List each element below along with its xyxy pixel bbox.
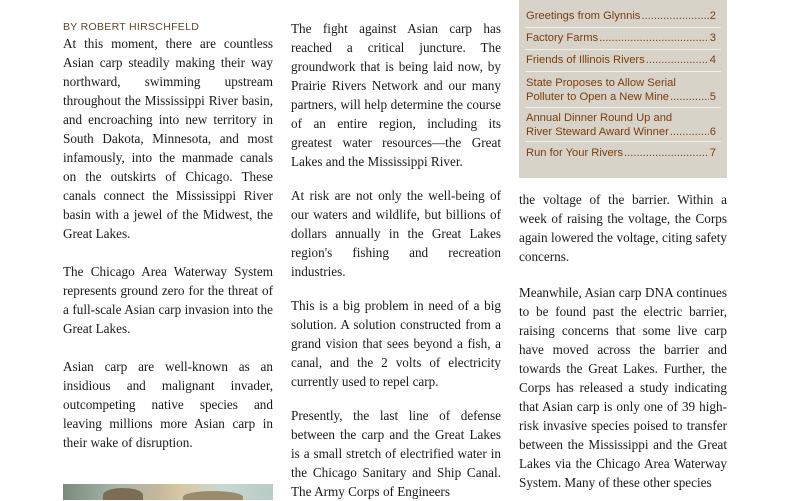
toc-divider (525, 49, 721, 50)
carp-image (183, 491, 243, 500)
toc-divider (525, 141, 721, 142)
article-column-3 (519, 190, 727, 492)
byline: BY ROBERT HIRSCHFELD (63, 21, 200, 33)
carp-image (103, 488, 143, 500)
paragraph: This is a big problem in need of a big solution. A solution constructed from a grand vision that sees beyond a fish, a canal, and the 2 volts of electricity currently used to repel carp. (291, 298, 501, 389)
table-of-contents (519, 0, 727, 178)
toc-item[interactable]: Friends of Illinois Rivers ..... 4 (526, 53, 716, 67)
paragraph: Presently, the last line of defense between the carp and the Great Lakes is a small stretch of electrified water in the Chicago Sanitary and Ship Canal. The Army Corps of Engineers (291, 408, 501, 499)
toc-divider (525, 71, 721, 72)
article-column-1 (63, 0, 273, 452)
toc-item[interactable]: Annual Dinner Round Up and River Steward Award Winner ..... 6 (526, 111, 716, 139)
article-photo (63, 484, 273, 500)
paragraph: The fight against Asian carp has reached a critical juncture. The groundwork that is being laid now, by Prairie Rivers Network and our many partners, will help determine the course of an entire region, including its greatest water resources—the Great Lakes and the Mississippi River. (291, 21, 501, 169)
toc-item[interactable]: Run for Your Rivers ..... 7 (526, 146, 716, 160)
paragraph: At this moment, there are countless Asian carp steadily making their way northward, swimming upstream throughout the Mississippi River basin, and encroaching into new territory in South Dakota, Minnesota, and most infamously, into the manmade canals on the outskirts of Chicago. These canals connect the Mississippi River basin with a jewel of the Midwest, the Great Lakes. (63, 36, 273, 241)
paragraph: The Chicago Area Waterway System represents ground zero for the threat of a full-scale Asian carp invasion into the Great Lakes. (63, 264, 273, 336)
toc-divider (525, 27, 721, 28)
paragraph: At risk are not only the well-being of our waters and wildlife, but billions of dollars annually in the Great Lakes region's fishing and recreation industries. (291, 188, 501, 279)
article-column-2 (291, 0, 501, 501)
paragraph: Meanwhile, Asian carp DNA continues to be found past the electric barrier, raising concerns that some live carp have moved across the barrier and towards the Great Lakes. Further, the Corps has released a study indicating that Asian carp is only one of 39 high-risk invasive species poised to transfer between the Mississippi and the Great Lakes via the Chicago Area Waterway System. Many of these other species (519, 285, 727, 490)
paragraph: Asian carp are well-known as an insidious and malignant invader, outcompeting native species and leaving millions more Asian carp in their wake of disruption. (63, 359, 273, 450)
paragraph: the voltage of the barrier. Within a week of raising the voltage, the Corps again lowered the voltage, citing safety concerns. (519, 192, 727, 264)
toc-item[interactable]: Factory Farms ..... 3 (526, 31, 716, 45)
toc-item[interactable]: State Proposes to Allow Serial Polluter to Open a New Mine ..... 5 (526, 76, 716, 104)
toc-divider (525, 107, 721, 108)
toc-item[interactable]: Greetings from Glynnis ..... 2 (526, 9, 716, 23)
